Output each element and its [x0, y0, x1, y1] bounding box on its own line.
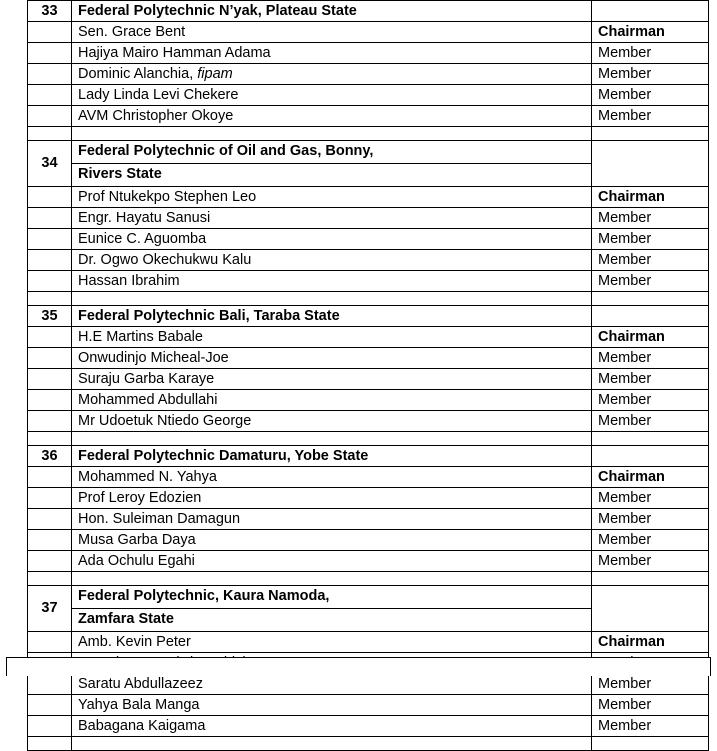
number-cell-empty	[28, 632, 72, 653]
number-cell-empty	[28, 716, 72, 737]
number-cell-empty	[28, 187, 72, 208]
member-role: Member	[592, 271, 709, 292]
table-row	[28, 369, 709, 390]
spacer-cell	[28, 292, 72, 306]
member-name-text: Dominic Alanchia,	[78, 65, 198, 82]
number-cell-empty	[28, 411, 72, 432]
table-row	[28, 229, 709, 250]
member-name: Hassan Ibrahim	[72, 271, 592, 292]
number-cell-empty	[28, 22, 72, 43]
table-row	[28, 64, 709, 85]
number-cell-empty	[28, 106, 72, 127]
spacer-cell	[72, 127, 592, 141]
table-row-institution	[28, 586, 709, 609]
member-name: Sen. Grace Bent	[72, 22, 592, 43]
spacer-cell	[28, 127, 72, 141]
page-footer-box	[6, 657, 711, 676]
spacer-cell	[592, 432, 709, 446]
table-body	[28, 1, 709, 751]
table-row	[28, 271, 709, 292]
member-role: Member	[592, 106, 709, 127]
number-cell-empty	[28, 348, 72, 369]
table-row	[28, 43, 709, 64]
number-cell-empty	[28, 369, 72, 390]
number-cell-empty	[28, 509, 72, 530]
member-role: Member	[592, 411, 709, 432]
table-row-spacer	[28, 737, 709, 751]
table-row	[28, 509, 709, 530]
member-name: Amb. Kevin Peter	[72, 632, 592, 653]
member-name: Babagana Kaigama	[72, 716, 592, 737]
entry-number: 35	[28, 306, 72, 327]
role-cell-empty	[592, 446, 709, 467]
spacer-cell	[28, 572, 72, 586]
member-name: Engr. Hayatu Sanusi	[72, 208, 592, 229]
institution-name-line2: Rivers State	[72, 164, 592, 187]
number-cell-empty	[28, 250, 72, 271]
table-row	[28, 551, 709, 572]
table-row	[28, 250, 709, 271]
spacer-cell	[72, 292, 592, 306]
table-row-spacer	[28, 432, 709, 446]
table-row-spacer	[28, 127, 709, 141]
table-row	[28, 208, 709, 229]
entry-number: 37	[28, 586, 72, 632]
table-row	[28, 716, 709, 737]
table-row	[28, 674, 709, 695]
appointments-table	[27, 0, 709, 751]
member-name: Hajiya Mairo Hamman Adama	[72, 43, 592, 64]
role-cell-empty	[592, 586, 709, 632]
member-role: Member	[592, 390, 709, 411]
member-name: Prof Leroy Edozien	[72, 488, 592, 509]
number-cell-empty	[28, 695, 72, 716]
member-role: Member	[592, 509, 709, 530]
member-name: Saratu Abdullazeez	[72, 674, 592, 695]
member-role: Member	[592, 348, 709, 369]
member-role: Member	[592, 695, 709, 716]
number-cell-empty	[28, 43, 72, 64]
table-row	[28, 85, 709, 106]
member-role: Member	[592, 250, 709, 271]
table-row-spacer	[28, 292, 709, 306]
spacer-cell	[28, 737, 72, 751]
member-role: Chairman	[592, 467, 709, 488]
member-role: Chairman	[592, 187, 709, 208]
number-cell-empty	[28, 85, 72, 106]
number-cell-empty	[28, 208, 72, 229]
member-role: Member	[592, 229, 709, 250]
member-role: Member	[592, 551, 709, 572]
table-row-institution	[28, 1, 709, 22]
table-row	[28, 106, 709, 127]
table-row	[28, 390, 709, 411]
entry-number: 34	[28, 141, 72, 187]
number-cell-empty	[28, 64, 72, 85]
institution-name: Federal Polytechnic Damaturu, Yobe State	[72, 446, 592, 467]
member-name	[72, 64, 592, 85]
table-row	[28, 488, 709, 509]
member-role: Member	[592, 64, 709, 85]
table-row-spacer	[28, 572, 709, 586]
table-row	[28, 467, 709, 488]
member-name: H.E Martins Babale	[72, 327, 592, 348]
table-row	[28, 327, 709, 348]
number-cell-empty	[28, 551, 72, 572]
spacer-cell	[72, 432, 592, 446]
member-name: Yahya Bala Manga	[72, 695, 592, 716]
member-role: Member	[592, 716, 709, 737]
institution-name: Federal Polytechnic N’yak, Plateau State	[72, 1, 592, 22]
table-row	[28, 348, 709, 369]
number-cell-empty	[28, 229, 72, 250]
spacer-cell	[72, 737, 592, 751]
table-row-institution	[28, 306, 709, 327]
table-row-institution	[28, 141, 709, 164]
role-cell-empty	[592, 141, 709, 187]
member-role: Member	[592, 43, 709, 64]
member-name: Mohammed N. Yahya	[72, 467, 592, 488]
member-role: Member	[592, 208, 709, 229]
table-row	[28, 22, 709, 43]
member-role: Member	[592, 674, 709, 695]
institution-name: Federal Polytechnic of Oil and Gas, Bonny,	[72, 141, 592, 164]
spacer-cell	[72, 572, 592, 586]
number-cell-empty	[28, 271, 72, 292]
member-role: Member	[592, 530, 709, 551]
entry-number: 33	[28, 1, 72, 22]
member-role: Member	[592, 488, 709, 509]
number-cell-empty	[28, 390, 72, 411]
member-role: Member	[592, 369, 709, 390]
institution-name: Federal Polytechnic, Kaura Namoda,	[72, 586, 592, 609]
member-name: Prof Ntukekpo Stephen Leo	[72, 187, 592, 208]
role-cell-empty	[592, 1, 709, 22]
table-row	[28, 695, 709, 716]
spacer-cell	[592, 292, 709, 306]
spacer-cell	[592, 737, 709, 751]
member-name: Onwudinjo Micheal-Joe	[72, 348, 592, 369]
member-name: Lady Linda Levi Chekere	[72, 85, 592, 106]
member-role: Chairman	[592, 22, 709, 43]
member-name: Mohammed Abdullahi	[72, 390, 592, 411]
number-cell-empty	[28, 327, 72, 348]
member-title-suffix: fipam	[197, 65, 233, 82]
member-role: Member	[592, 85, 709, 106]
role-cell-empty	[592, 306, 709, 327]
spacer-cell	[592, 127, 709, 141]
member-name: Ada Ochulu Egahi	[72, 551, 592, 572]
member-name: Mr Udoetuk Ntiedo George	[72, 411, 592, 432]
number-cell-empty	[28, 488, 72, 509]
member-name: Eunice C. Aguomba	[72, 229, 592, 250]
member-name: Suraju Garba Karaye	[72, 369, 592, 390]
institution-name: Federal Polytechnic Bali, Taraba State	[72, 306, 592, 327]
member-role: Chairman	[592, 632, 709, 653]
number-cell-empty	[28, 530, 72, 551]
member-name: Hon. Suleiman Damagun	[72, 509, 592, 530]
table-row	[28, 411, 709, 432]
member-name: Musa Garba Daya	[72, 530, 592, 551]
table-row-institution	[28, 446, 709, 467]
table-row	[28, 187, 709, 208]
table-row	[28, 530, 709, 551]
number-cell-empty	[28, 467, 72, 488]
table-row	[28, 632, 709, 653]
member-name: AVM Christopher Okoye	[72, 106, 592, 127]
institution-name-line2: Zamfara State	[72, 609, 592, 632]
spacer-cell	[592, 572, 709, 586]
number-cell-empty	[28, 674, 72, 695]
member-role: Chairman	[592, 327, 709, 348]
member-name: Dr. Ogwo Okechukwu Kalu	[72, 250, 592, 271]
spacer-cell	[28, 432, 72, 446]
entry-number: 36	[28, 446, 72, 467]
